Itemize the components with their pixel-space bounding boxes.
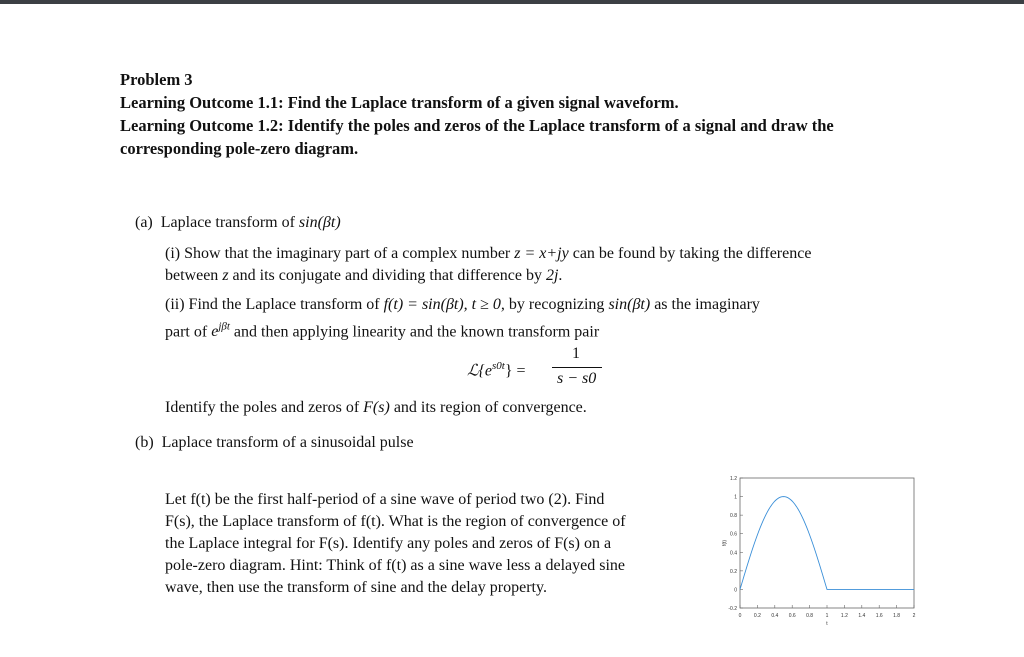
part-b-line: pole-zero diagram. Hint: Think of f(t) as a sine wave less a delayed sine [165,557,625,574]
part-a-title-prefix: Laplace transform of [160,214,299,231]
y-tick-label: 0.6 [730,531,737,538]
part-a-ii-text1: Find the Laplace transform of [188,296,380,313]
y-tick-label: 0.2 [730,568,737,575]
x-tick-label: 1.8 [893,613,901,619]
part-a-i-paragraph: (i) Show that the imaginary part of a complex number z = x+jy can be found by taking the difference between z and its conjugate and dividing that difference by 2j. [165,245,812,284]
part-a-ii-math3: $e^{j\beta t}$ [211,321,230,341]
x-tick-label: 2 [912,613,916,619]
x-tick-label: 0.8 [806,613,814,619]
part-a-i-math1: z = x+jy [514,245,569,262]
y-tick-label: 1 [734,494,737,501]
top-border [0,0,1024,4]
part-b-line: the Laplace integral for F(s). Identify any poles and zeros of F(s) on a [165,535,612,552]
part-b-heading [135,434,414,452]
part-a-ii-text5: and then applying linearity and the known transform pair [233,323,600,341]
part-a-i-math3: 2j [545,267,559,284]
problem-title: Problem 3 [120,70,193,89]
part-b-line: wave, then use the transform of sine and the delay property. [165,579,547,596]
x-tick-label: 1.4 [858,613,866,619]
part-b-line: Let f(t) be the first half-period of a sine wave of period two (2). Find [165,491,605,508]
x-axis-label: t [826,621,828,627]
problem-header [120,68,920,160]
part-a-ii-text2: by recognizing [508,296,605,313]
x-tick-label: 1 [825,613,829,619]
part-a-ii-label: (ii) [165,296,185,313]
part-b-paragraph [165,489,707,599]
part-a-i-text4: and its conjugate and dividing that difference by [232,267,542,284]
part-a-ii-text4: part of [165,323,208,341]
part-a-label: (a) [135,214,153,231]
part-a-ii-math1: f(t) = sin(βt), t ≥ 0, [383,296,505,313]
x-tick-label: 0.6 [788,613,796,619]
sine-pulse-chart [718,470,924,630]
part-a-title-math: sin(βt) [298,214,341,231]
part-b-line: F(s), the Laplace transform of f(t). What is the region of convergence of [165,513,626,530]
part-a-i-math2: z [222,267,229,284]
part-a-i-text2: can be found by taking the difference [572,245,812,262]
part-b-title: Laplace transform of a sinusoidal pulse [161,434,414,451]
part-a-identify: Identify the poles and zeros of F(s) and its region of convergence. [165,399,587,416]
laplace-equation-denominator: s − s0 [557,370,597,387]
x-tick-label: 1.6 [875,613,883,619]
part-a-i-label: (i) [165,245,181,262]
learning-outcome-1-2-line1: Learning Outcome 1.2: Identify the poles and zeros of the Laplace transform of a signal and draw the [120,116,834,135]
y-tick-label: -0.2 [728,606,737,612]
y-axis-label: f(t) [722,539,728,547]
learning-outcome-1-1: Learning Outcome 1.1: Find the Laplace transform of a given signal waveform. [120,93,679,112]
part-a-ii-paragraph [165,294,905,343]
laplace-equation-lhs: $ℒ\{e^{s0t}\}$ = [467,360,526,380]
part-a-i-text1: Show that the imaginary part of a complex number [184,245,511,262]
part-a-i-text3: between [165,267,219,284]
x-tick-label: 0.2 [753,613,761,619]
x-tick-label: 0 [738,613,742,619]
part-a-ii-math2: sin(βt) [608,296,651,313]
y-tick-label: 0.4 [730,550,737,557]
x-tick-label: 0.4 [771,613,779,619]
learning-outcome-1-2-line2: corresponding pole-zero diagram. [120,139,359,158]
part-a-heading [135,214,341,232]
part-a-ii-text3: as the imaginary [654,296,760,313]
y-tick-label: 1.2 [730,476,737,482]
y-tick-label: 0 [734,587,737,594]
x-tick-label: 1.2 [840,613,848,619]
laplace-equation-numerator: 1 [572,345,580,362]
fraction-bar [552,367,602,368]
y-tick-label: 0.8 [730,513,737,520]
part-b-label: (b) [135,434,154,451]
